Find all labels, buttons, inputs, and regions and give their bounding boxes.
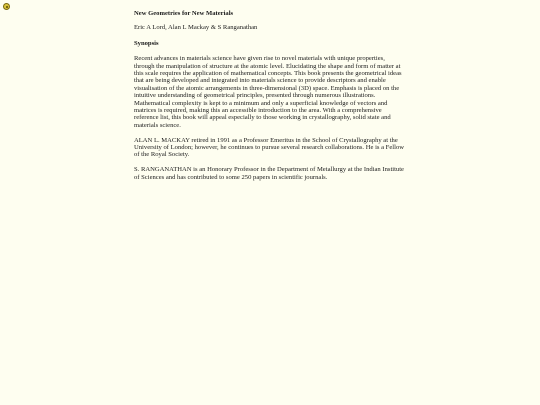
author-bio-ranganathan: S. RANGANATHAN is an Honorary Professor in the Department of Metallurgy at the Indian Institute of Sciences and has contributed to some 250 papers in scientific journals. [134, 166, 404, 181]
synopsis-heading: Synopsis [134, 39, 159, 47]
book-description [134, 10, 406, 188]
book-title: New Geometries for New Materials [134, 10, 234, 17]
author-bio-mackay: ALAN L. MACKAY retired in 1991 as a Professor Emeritus in the School of Crystallography at the University of London; however, he continues to pursue several research collaborations. He is a Fellow of the Royal Society. [134, 136, 405, 159]
synopsis-paragraph: Recent advances in materials science have given rise to novel materials with unique properties, through the manipulation of structure at the atomic level. Elucidating the shape and form of matter at this scale requires the application of mathematical concepts. This book presents the geometrical ideas that are being developed and integrated into materials science to provide descriptors and enable visualisation of the atomic arrangements in three-dimensional (3D) space. Emphasis is placed on the intuitive understanding of geometrical principles, presented through numerous illustrations. Mathematical complexity is kept to a minimum and only a superficial knowledge of vectors and matrices is required, making this an accessible introduction to the area. With a comprehensive reference list, this book will appeal especially to those working in crystallography, solid state and materials science. [134, 55, 402, 129]
logo-icon[interactable] [3, 3, 10, 10]
book-authors: Eric A Lord, Alan L Mackay & S Ranganathan [134, 24, 258, 32]
